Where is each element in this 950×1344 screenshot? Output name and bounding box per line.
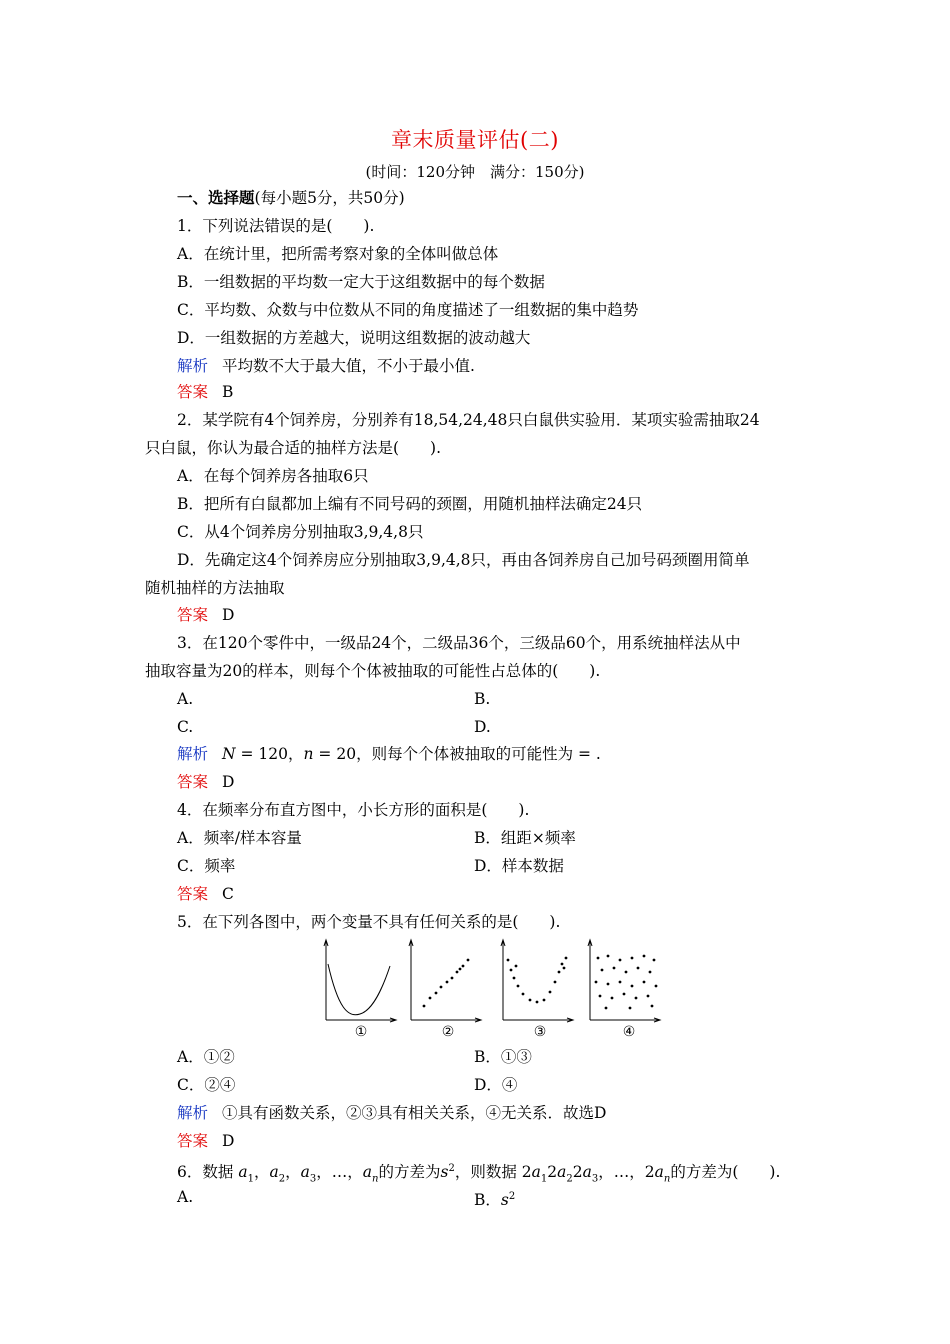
q5-option-b: B．①③: [474, 1048, 532, 1066]
q5-answer: 答案 D: [177, 1132, 235, 1150]
q2-answer: 答案 D: [177, 606, 235, 624]
q2-option-d-line1: D．先确定这4个饲养房应分别抽取3,9,4,8只，再由各饲养房自己加号码颈圈用简单: [177, 551, 750, 569]
q4-option-a: A．频率/样本容量: [177, 829, 302, 847]
q6-option-a: A.: [177, 1188, 194, 1206]
q2-stem-line1: 2．某学院有4个饲养房，分别养有18,54,24,48只白鼠供实验用．某项实验需抽取24: [177, 411, 760, 429]
q5-figures: [318, 938, 668, 1042]
q4-option-c: C．频率: [177, 857, 236, 875]
figure-3-graph: [501, 940, 573, 1022]
q2-stem-line2: 只白鼠，你认为最合适的抽样方法是( ).: [145, 439, 442, 457]
figure-2-graph: [409, 940, 481, 1022]
q2-option-d-line2: 随机抽样的方法抽取: [145, 579, 285, 597]
page-title: 章末质量评估(二): [391, 128, 559, 152]
q3-answer: 答案 D: [177, 773, 235, 791]
q6-option-b: B．$s^2$: [474, 1191, 516, 1210]
figure-4-label: ④: [622, 1024, 636, 1040]
q1-option-a: A．在统计里，把所需考察对象的全体叫做总体: [177, 245, 499, 263]
q1-answer: 答案 B: [177, 383, 234, 401]
q1-option-d: D．一组数据的方差越大，说明这组数据的波动越大: [177, 329, 531, 347]
figure-2-points: [423, 959, 470, 1008]
q1-stem: 1．下列说法错误的是( ).: [177, 217, 375, 235]
figure-4-graph: [588, 940, 660, 1022]
q4-option-d: D．样本数据: [474, 857, 564, 875]
q5-option-a: A．①②: [177, 1048, 235, 1066]
q2-option-c: C．从4个饲养房分别抽取3,9,4,8只: [177, 523, 424, 541]
figure-3-label: ③: [533, 1024, 547, 1040]
q1-analysis: 解析 平均数不大于最大值，不小于最小值.: [177, 357, 475, 375]
section-heading: 一、选择题(每小题5分，共50分): [177, 188, 405, 207]
q4-answer: 答案 C: [177, 885, 234, 903]
figure-4-points: [595, 955, 658, 1010]
figure-3-points: [507, 957, 568, 1004]
q3-stem-line1: 3．在120个零件中，一级品24个，二级品36个，三级品60个，用系统抽样法从中: [177, 634, 741, 652]
figure-2-label: ②: [441, 1024, 455, 1040]
q3-analysis: 解析 N = 120，n = 20，则每个个体被抽取的可能性为 = .: [177, 745, 601, 763]
q2-option-a: A．在每个饲养房各抽取6只: [177, 467, 369, 485]
q1-option-b: B．一组数据的平均数一定大于这组数据中的每个数据: [177, 273, 545, 291]
q3-option-a: A.: [177, 690, 194, 708]
q3-stem-line2: 抽取容量为20的样本，则每个个体被抽取的可能性占总体的( ).: [145, 662, 601, 680]
q2-option-b: B．把所有白鼠都加上编有不同号码的颈圈，用随机抽样法确定24只: [177, 495, 643, 513]
q4-stem: 4．在频率分布直方图中，小长方形的面积是( ).: [177, 801, 530, 819]
q1-option-c: C．平均数、众数与中位数从不同的角度描述了一组数据的集中趋势: [177, 301, 639, 319]
figure-1-graph: [324, 940, 396, 1022]
q5-analysis: 解析 ①具有函数关系，②③具有相关关系，④无关系．故选D: [177, 1104, 607, 1122]
q3-option-d: D.: [474, 718, 491, 736]
exam-meta: (时间：120分钟 满分：150分): [365, 163, 585, 181]
q5-option-d: D．④: [474, 1076, 518, 1094]
q3-option-c: C.: [177, 718, 194, 736]
figure-1-label: ①: [354, 1024, 368, 1040]
q6-stem: 6．数据 $a_1$，$a_2$，$a_3$，…，$a_n$的方差为$s^2$，则数据 $2a_12a_22a_3$，…，$2a_n$的方差为( ).: [177, 1163, 781, 1185]
q5-stem: 5．在下列各图中，两个变量不具有任何关系的是( ).: [177, 913, 561, 931]
q3-option-b: B.: [474, 690, 491, 708]
q5-option-c: C．②④: [177, 1076, 236, 1094]
q4-option-b: B．组距×频率: [474, 829, 576, 847]
